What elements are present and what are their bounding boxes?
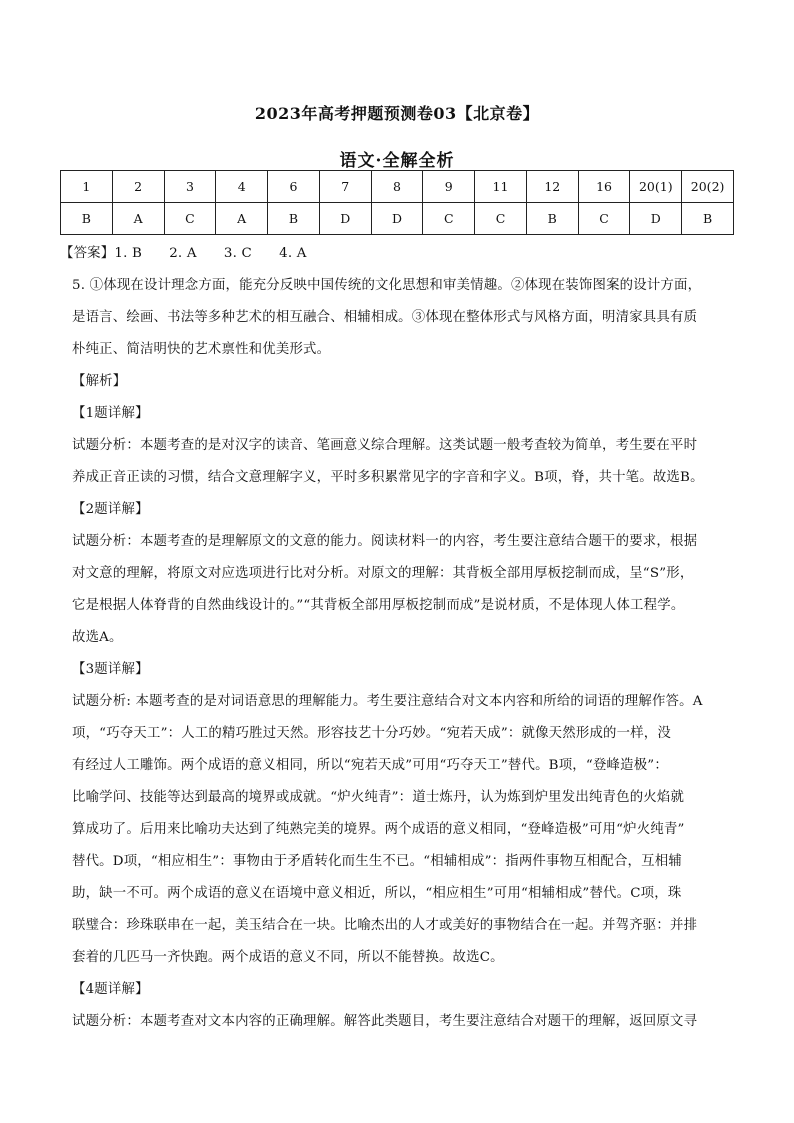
body-line: 试题分析: 本题考查的是对词语意思的理解能力。考生要注意结合对文本内容和所给的词语的理解作答。A — [72, 694, 703, 709]
body-line: 是语言、绘画、书法等多种艺术的相互融合、相辅相成。③体现在整体形式与风格方面，明清家具具有质 — [72, 310, 698, 325]
answer-cell: A — [216, 203, 268, 235]
body-line: 比喻学问、技能等达到最高的境界或成就。“炉火纯青”：道士炼丹，认为炼到炉里发出纯青色的火焰就 — [72, 790, 685, 805]
body-line: 朴纯正、简洁明快的艺术禀性和优美形式。 — [72, 342, 331, 357]
question-number-cell: 16 — [578, 171, 630, 203]
section-heading: 【解析】 — [72, 374, 127, 389]
answer-cell: A — [112, 203, 164, 235]
answer-cell: D — [630, 203, 682, 235]
answer-cell: B — [682, 203, 734, 235]
page-title: 2023年高考押题预测卷03【北京卷】 — [254, 104, 540, 123]
answer-cell: C — [423, 203, 475, 235]
body-line: 助，缺一不可。两个成语的意义在语境中意义相近，所以，“相应相生”可用“相辅相成”替代。C项，珠 — [72, 886, 682, 901]
question-number-cell: 9 — [423, 171, 475, 203]
question-number-cell: 3 — [164, 171, 216, 203]
body-line: 养成正音正读的习惯，结合文意理解字义，平时多积累常见字的字音和字义。B项，脊，共十笔。故选B。 — [72, 470, 704, 485]
body-line: 有经过人工雕饰。两个成语的意义相同，所以“宛若天成”可用“巧夺天工”替代。B项，“登峰造极”： — [72, 758, 668, 773]
body-line: 故选A。 — [72, 630, 123, 645]
body-line: 试题分析：本题考查的是对汉字的读音、笔画意义综合理解。这类试题一般考查较为简单，考生要在平时 — [72, 438, 698, 453]
page-subtitle: 语文·全解全析 — [339, 151, 455, 171]
body-line: 它是根据人体脊背的自然曲线设计的。”“其背板全部用厚板挖制而成”是说材质，不是体现人体工程学。 — [72, 598, 685, 613]
body-line: 替代。D项，“相应相生”：事物由于矛盾转化而生生不已。“相辅相成”：指两件事物互相配合，互相辅 — [72, 854, 682, 869]
section-heading: 【3题详解】 — [72, 662, 149, 677]
answer-summary: 【答案】1. B 2. A 3. C 4. A — [60, 246, 307, 261]
question-number-cell: 4 — [216, 171, 268, 203]
question-number-cell: 12 — [526, 171, 578, 203]
answer-table — [60, 170, 734, 235]
answer-cell: C — [164, 203, 216, 235]
question-number-cell: 1 — [61, 171, 113, 203]
answer-cell: B — [268, 203, 320, 235]
section-heading: 【1题详解】 — [72, 406, 149, 421]
body-line: 套着的几匹马一齐快跑。两个成语的意义不同，所以不能替换。故选C。 — [72, 950, 504, 965]
body-line: 算成功了。后用来比喻功夫达到了纯熟完美的境界。两个成语的意义相同，“登峰造极”可用“炉火纯青” — [72, 822, 685, 837]
body-line: 5. ①体现在设计理念方面，能充分反映中国传统的文化思想和审美情趣。②体现在装饰图案的设计方面， — [72, 278, 702, 293]
question-number-cell: 2 — [112, 171, 164, 203]
question-number-cell: 8 — [371, 171, 423, 203]
section-heading: 【4题详解】 — [72, 982, 149, 997]
answer-cell: B — [526, 203, 578, 235]
answer-cell: D — [319, 203, 371, 235]
body-line: 联璧合：珍珠联串在一起，美玉结合在一块。比喻杰出的人才或美好的事物结合在一起。并驾齐驱：并排 — [72, 918, 698, 933]
answer-cell: C — [475, 203, 527, 235]
answer-row — [61, 203, 734, 235]
section-heading: 【2题详解】 — [72, 502, 149, 517]
question-number-cell: 20(2) — [682, 171, 734, 203]
question-number-cell: 7 — [319, 171, 371, 203]
body-line: 试题分析：本题考查对文本内容的正确理解。解答此类题目，考生要注意结合对题干的理解，返回原文寻 — [72, 1014, 698, 1029]
body-line: 试题分析：本题考查的是理解原文的文意的能力。阅读材料一的内容，考生要注意结合题干的要求，根据 — [72, 534, 698, 549]
question-number-row — [61, 171, 734, 203]
question-number-cell: 6 — [268, 171, 320, 203]
answer-cell: C — [578, 203, 630, 235]
question-number-cell: 20(1) — [630, 171, 682, 203]
answer-cell: B — [61, 203, 113, 235]
body-line: 对文意的理解，将原文对应选项进行比对分析。对原文的理解：其背板全部用厚板挖制而成，呈“S”形， — [72, 566, 694, 581]
body-line: 项，“巧夺天工”：人工的精巧胜过天然。形容技艺十分巧妙。“宛若天成”：就像天然形成的一样，没 — [72, 726, 671, 741]
answer-cell: D — [371, 203, 423, 235]
question-number-cell: 11 — [475, 171, 527, 203]
